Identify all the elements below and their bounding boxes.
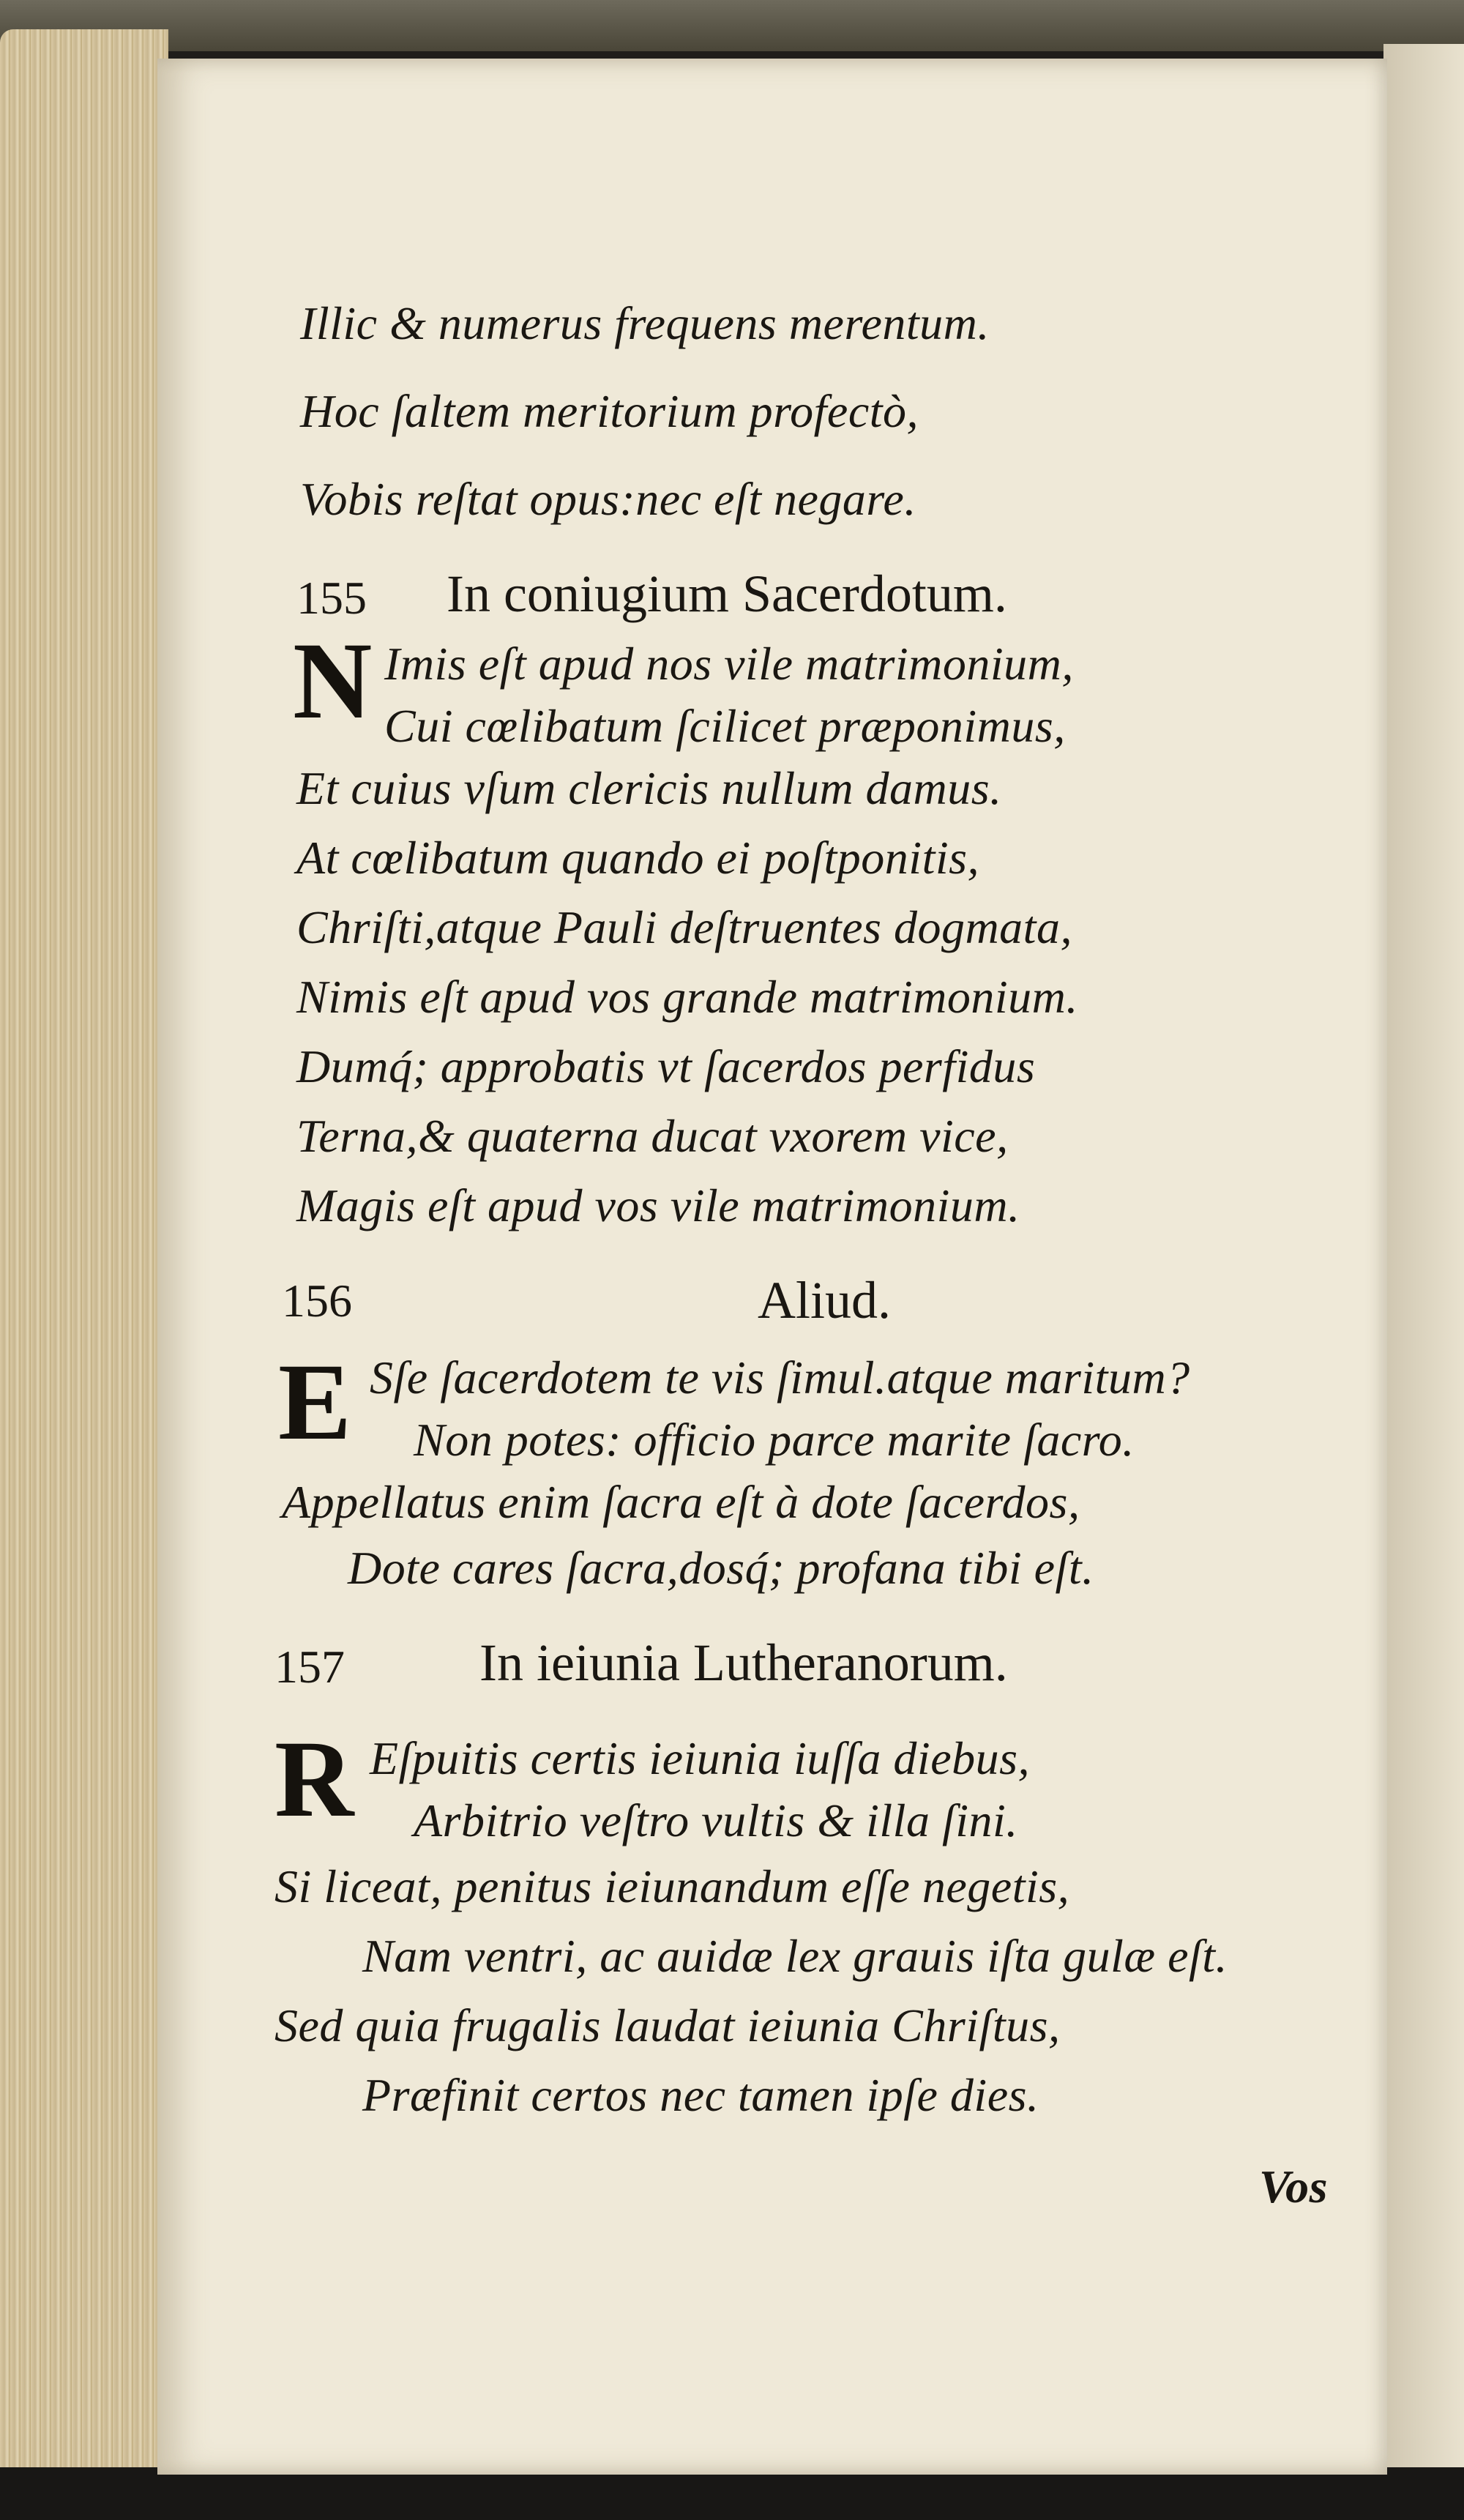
epigram-156-line-3: Appellatus enim ſacra eſt à dote ſacerdos, (282, 1476, 1080, 1528)
epigram-156-line-2: Non potes: officio parce marite ſacro. (414, 1414, 1135, 1466)
epigram-157-line-1: Eſpuitis certis ieiunia iuſſa diebus, (370, 1732, 1030, 1784)
bottom-shadow (0, 2467, 1464, 2520)
facing-page-edge (1383, 44, 1464, 2482)
top-line-1: Illic & numerus frequens merentum. (300, 297, 990, 349)
top-cloth (0, 0, 1464, 51)
epigram-155-line-1: Imis eſt apud nos vile matrimonium, (384, 638, 1074, 690)
top-line-3: Vobis reſtat opus:nec eſt negare. (300, 473, 916, 525)
book-page (157, 59, 1387, 2475)
epigram-157-number: 157 (274, 1641, 345, 1693)
epigram-155-line-4: At cœlibatum quando ei poſtponitis, (296, 832, 980, 884)
epigram-155-line-6: Nimis eſt apud vos grande matrimonium. (296, 971, 1078, 1023)
page-edges (0, 29, 168, 2482)
epigram-155-title: In coniugium Sacerdotum. (447, 564, 1007, 623)
epigram-156-title: Aliud. (758, 1271, 892, 1330)
epigram-155-line-3: Et cuius vſum clericis nullum damus. (296, 762, 1002, 814)
catchword: Vos (1259, 2161, 1328, 2213)
epigram-155-line-7: Dumq́; approbatis vt ſacerdos perfidus (296, 1040, 1036, 1092)
epigram-155-initial: N (293, 620, 373, 742)
epigram-157-title: In ieiunia Lutheranorum. (479, 1633, 1008, 1692)
epigram-156-line-1: Sſe ſacerdotem te vis ſimul.atque maritum? (370, 1352, 1190, 1403)
epigram-157-line-5: Sed quia frugalis laudat ieiunia Chriſtus, (274, 1999, 1061, 2051)
epigram-157-line-3: Si liceat, penitus ieiunandum eſſe negetis, (274, 1860, 1070, 1912)
epigram-155-line-2: Cui cœlibatum ſcilicet præponimus, (384, 700, 1066, 752)
epigram-155-line-5: Chriſti,atque Pauli deſtruentes dogmata, (296, 901, 1072, 953)
epigram-157-initial: R (274, 1718, 354, 1840)
epigram-157-line-4: Nam ventri, ac auidæ lex grauis iſta gulæ eſt. (362, 1930, 1228, 1982)
epigram-156-line-4: Dote cares ſacra,dosq́; profana tibi eſt. (348, 1542, 1094, 1594)
epigram-155-line-9: Magis eſt apud vos vile matrimonium. (296, 1179, 1020, 1231)
epigram-156-number: 156 (282, 1275, 352, 1327)
epigram-155-line-8: Terna,& quaterna ducat vxorem vice, (296, 1110, 1009, 1162)
epigram-157-line-2: Arbitrio veſtro vultis & illa ſini. (414, 1794, 1018, 1846)
top-line-2: Hoc ſaltem meritorium profectò, (300, 385, 919, 437)
epigram-155-number: 155 (296, 572, 367, 624)
epigram-156-initial: E (278, 1341, 352, 1463)
epigram-157-line-6: Præfinit certos nec tamen ipſe dies. (362, 2069, 1039, 2121)
